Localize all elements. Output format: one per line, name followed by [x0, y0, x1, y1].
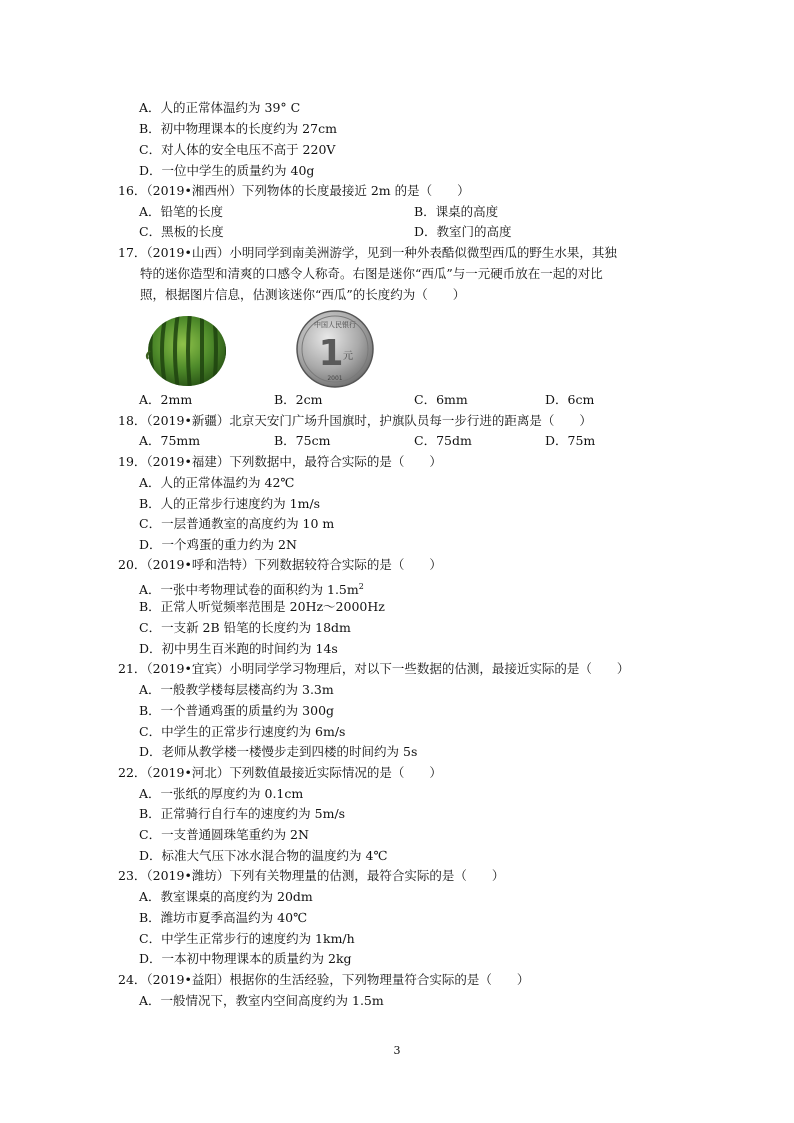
option-d: D．标准大气压下冰水混合物的温度约为 4℃: [139, 848, 388, 863]
question-22-stem: 22．（2019•河北）下列数值最接近实际情况的是（ ）: [118, 765, 442, 780]
option-d: D．教室门的高度: [414, 224, 512, 239]
option-a: A．一般情况下，教室内空间高度约为 1.5m: [139, 993, 384, 1008]
option-a: A．铅笔的长度: [139, 204, 224, 219]
option-d: D．初中男生百米跑的时间约为 14s: [139, 641, 338, 656]
coin-unit: 元: [343, 351, 353, 362]
option-c: C．一支新 2B 铅笔的长度约为 18dm: [139, 620, 351, 635]
option-c: C．中学生正常步行的速度约为 1km/h: [139, 931, 355, 946]
superscript: 2: [358, 582, 364, 591]
option-d: D．一位中学生的质量约为 40g: [139, 163, 315, 178]
option-c: C．一支普通圆珠笔重约为 2N: [139, 827, 309, 842]
question-21-stem: 21．（2019•宜宾）小明同学学习物理后，对以下一些数据的估测，最接近实际的是（ ）: [118, 661, 630, 676]
option-a: A．75mm: [139, 433, 201, 448]
coin-image: [295, 309, 375, 389]
option-a: [139, 579, 364, 598]
question-24-stem: 24．（2019•益阳）根据你的生活经验，下列物理量符合实际的是（ ）: [118, 972, 530, 987]
question-20-stem: 20．（2019•呼和浩特）下列数据较符合实际的是（ ）: [118, 557, 442, 572]
option-a: A．一张纸的厚度约为 0.1cm: [139, 786, 304, 801]
option-c: C．中学生的正常步行速度约为 6m/s: [139, 724, 346, 739]
option-c: C．对人体的安全电压不高于 220V: [139, 142, 336, 157]
option-b: B．正常人听觉频率范围是 20Hz～2000Hz: [139, 599, 385, 614]
coin-year: 2001: [327, 375, 343, 382]
page-number: 3: [393, 1044, 401, 1057]
option-d: D．一个鸡蛋的重力约为 2N: [139, 537, 297, 552]
option-b: B．一个普通鸡蛋的质量约为 300g: [139, 703, 335, 718]
option-d: D．老师从教学楼一楼慢步走到四楼的时间约为 5s: [139, 744, 418, 759]
option-d: D．6cm: [545, 392, 595, 407]
question-17-stem-line-3: 照，根据图片信息，估测该迷你“西瓜”的长度约为（ ）: [140, 287, 466, 302]
question-17-stem: 17．（2019•山西）小明同学到南美洲游学，见到一种外表酷似微型西瓜的野生水果，其独: [118, 245, 617, 260]
option-c: C．75dm: [414, 433, 472, 448]
option-c: C．6mm: [414, 392, 468, 407]
question-23-stem: 23．（2019•潍坊）下列有关物理量的估测，最符合实际的是（ ）: [118, 868, 505, 883]
question-16-stem: 16．（2019•湘西州）下列物体的长度最接近 2m 的是（ ）: [118, 183, 470, 198]
option-d: D．一本初中物理课本的质量约为 2kg: [139, 951, 352, 966]
option-c: C．一层普通教室的高度约为 10 m: [139, 516, 335, 531]
option-d: D．75m: [545, 433, 596, 448]
option-a: A．人的正常体温约为 39° C: [139, 100, 301, 115]
option-c: C．黑板的长度: [139, 224, 224, 239]
option-b: B．人的正常步行速度约为 1m/s: [139, 496, 321, 511]
option-b: B．初中物理课本的长度约为 27cm: [139, 121, 337, 136]
option-b: B．课桌的高度: [414, 204, 499, 219]
option-a-text: A．一张中考物理试卷的面积约为 1.5m: [139, 582, 359, 598]
coin-digit: 1: [318, 333, 344, 374]
coin-top-text: 中国人民银行: [314, 321, 356, 329]
option-b: B．75cm: [274, 433, 331, 448]
question-19-stem: 19．（2019•福建）下列数据中，最符合实际的是（ ）: [118, 454, 442, 469]
option-b: B．正常骑行自行车的速度约为 5m/s: [139, 806, 346, 821]
option-a: A．一般教学楼每层楼高约为 3.3m: [139, 682, 334, 697]
watermelon-image: [144, 313, 230, 389]
option-b: B．2cm: [274, 392, 323, 407]
option-a: A．教室课桌的高度约为 20dm: [139, 889, 313, 904]
question-17-stem-line-2: 特的迷你造型和清爽的口感令人称奇。右图是迷你“西瓜”与一元硬币放在一起的对比: [140, 266, 603, 281]
option-b: B．潍坊市夏季高温约为 40℃: [139, 910, 308, 925]
option-a: A．人的正常体温约为 42℃: [139, 475, 295, 490]
question-18-stem: 18．（2019•新疆）北京天安门广场升国旗时，护旗队员每一步行进的距离是（ ）: [118, 413, 592, 428]
option-a: A．2mm: [139, 392, 193, 407]
